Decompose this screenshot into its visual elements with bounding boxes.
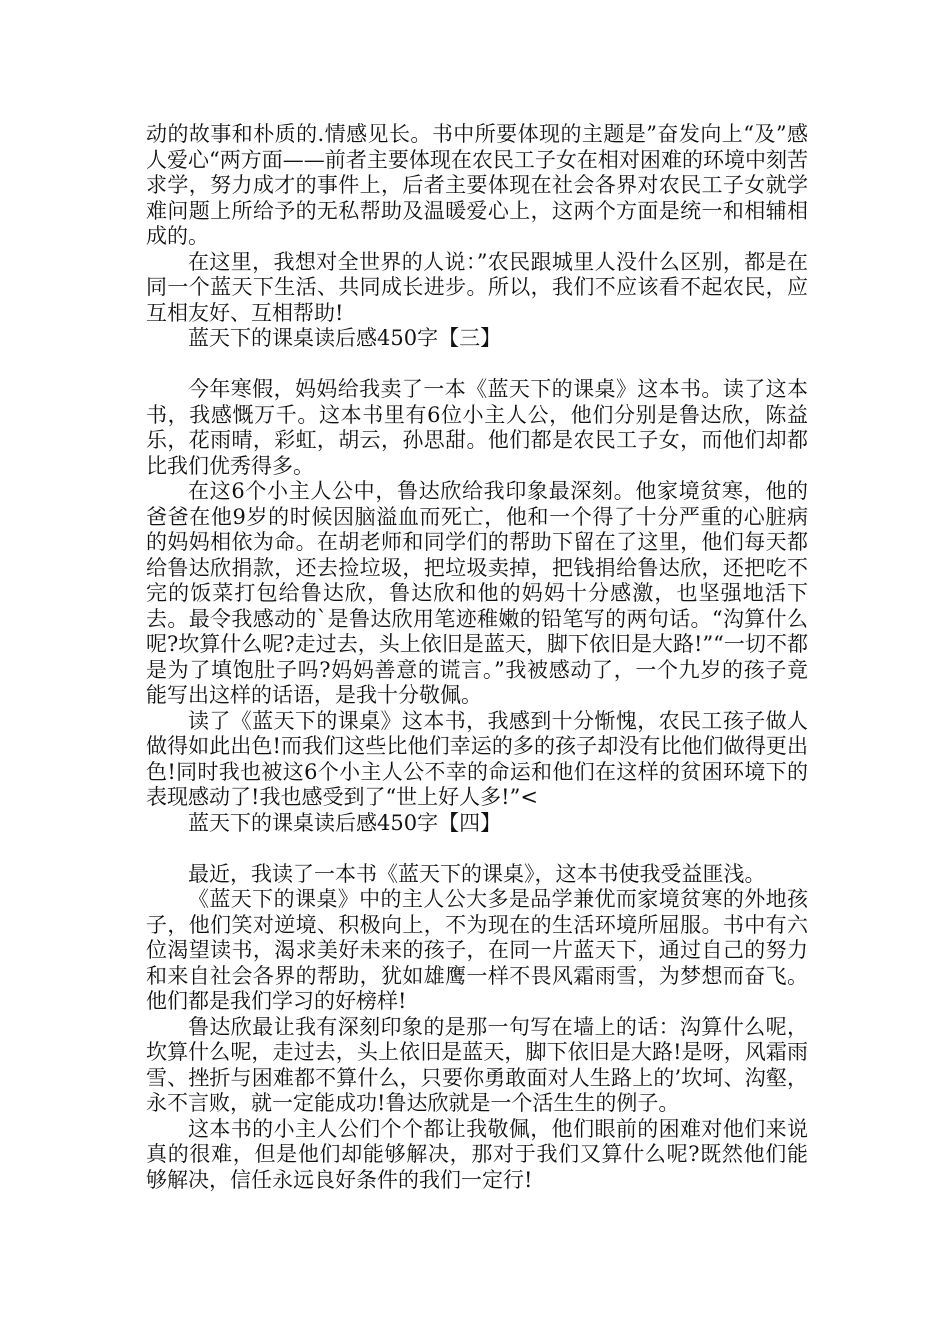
paragraph: 动的故事和朴质的.情感见长。书中所要体现的主题是”奋发向上“及”感人爱心“两方面——前者主要体现在农民工子女在相对困难的环境中刻苦求学，努力成才的事件上，后者主要体现在社会各界对农民工子女就学难问题上所给予的无私帮助及温暖爱心上，这两个方面是统一和相辅相成的。 xyxy=(146,122,808,248)
document-page xyxy=(146,122,808,1193)
blank-line xyxy=(146,352,808,378)
paragraph: 今年寒假，妈妈给我卖了一本《蓝天下的课桌》这本书。读了这本书，我感慨万千。这本书里有6位小主人公，他们分别是鲁达欣，陈益乐，花雨晴，彩虹，胡云，孙思甜。他们都是农民工子女，而他们却都比我们优秀得多。 xyxy=(146,377,808,478)
paragraph: 《蓝天下的课桌》中的主人公大多是品学兼优而家境贫寒的外地孩子，他们笑对逆境、积极向上，不为现在的生活环境所屈服。书中有六位渴望读书，渴求美好未来的孩子，在同一片蓝天下，通过自己的努力和来自社会各界的帮助，犹如雄鹰一样不畏风霜雨雪，为梦想而奋飞。他们都是我们学习的好榜样! xyxy=(146,887,808,1013)
paragraph: 读了《蓝天下的课桌》这本书，我感到十分惭愧，农民工孩子做人做得如此出色!而我们这些比他们幸运的多的孩子却没有比他们做得更出色!同时我也被这6个小主人公不幸的命运和他们在这样的贫困环境下的表现感动了!我也感受到了“世上好人多!”< xyxy=(146,708,808,809)
section-heading: 蓝天下的课桌读后感450字【四】 xyxy=(188,810,502,835)
paragraph: 最近，我读了一本书《蓝天下的课桌》，这本书使我受益匪浅。 xyxy=(188,861,766,886)
paragraph: 这本书的小主人公们个个都让我敬佩，他们眼前的困难对他们来说真的很难，但是他们却能够解决，那对于我们又算什么呢?既然他们能够解决，信任永远良好条件的我们一定行! xyxy=(146,1116,808,1192)
paragraph: 在这里，我想对全世界的人说：”农民跟城里人没什么区别，都是在同一个蓝天下生活、共同成长进步。所以，我们不应该看不起农民，应互相友好、互相帮助! xyxy=(146,249,808,325)
paragraph: 鲁达欣最让我有深刻印象的是那一句写在墙上的话：沟算什么呢，坎算什么呢，走过去，头上依旧是蓝天，脚下依旧是大路!是呀，风霜雨雪、挫折与困难都不算什么，只要你勇敢面对人生路上的’坎坷、沟壑，永不言败，就一定能成功!鲁达欣就是一个活生生的例子。 xyxy=(146,1014,808,1115)
section-heading: 蓝天下的课桌读后感450字【三】 xyxy=(188,326,502,350)
paragraph: 在这6个小主人公中，鲁达欣给我印象最深刻。他家境贫寒，他的爸爸在他9岁的时候因脑溢血而死亡，他和一个得了十分严重的心脏病的妈妈相依为命。在胡老师和同学们的帮助下留在了这里，他们每天都给鲁达欣捐款，还去捡垃圾，把垃圾卖掉，把钱捐给鲁达欣，还把吃不完的饭菜打包给鲁达欣，鲁达欣和他的妈妈十分感激，也坚强地活下去。最令我感动的`是鲁达欣用笔迹稚嫩的铅笔写的两句话。“沟算什么呢?坎算什么呢?走过去，头上依旧是蓝天，脚下依旧是大路!”“一切不都是为了填饱肚子吗?妈妈善意的谎言。”我被感动了，一个九岁的孩子竟能写出这样的话语，是我十分敬佩。 xyxy=(146,479,808,707)
blank-line xyxy=(146,836,808,862)
